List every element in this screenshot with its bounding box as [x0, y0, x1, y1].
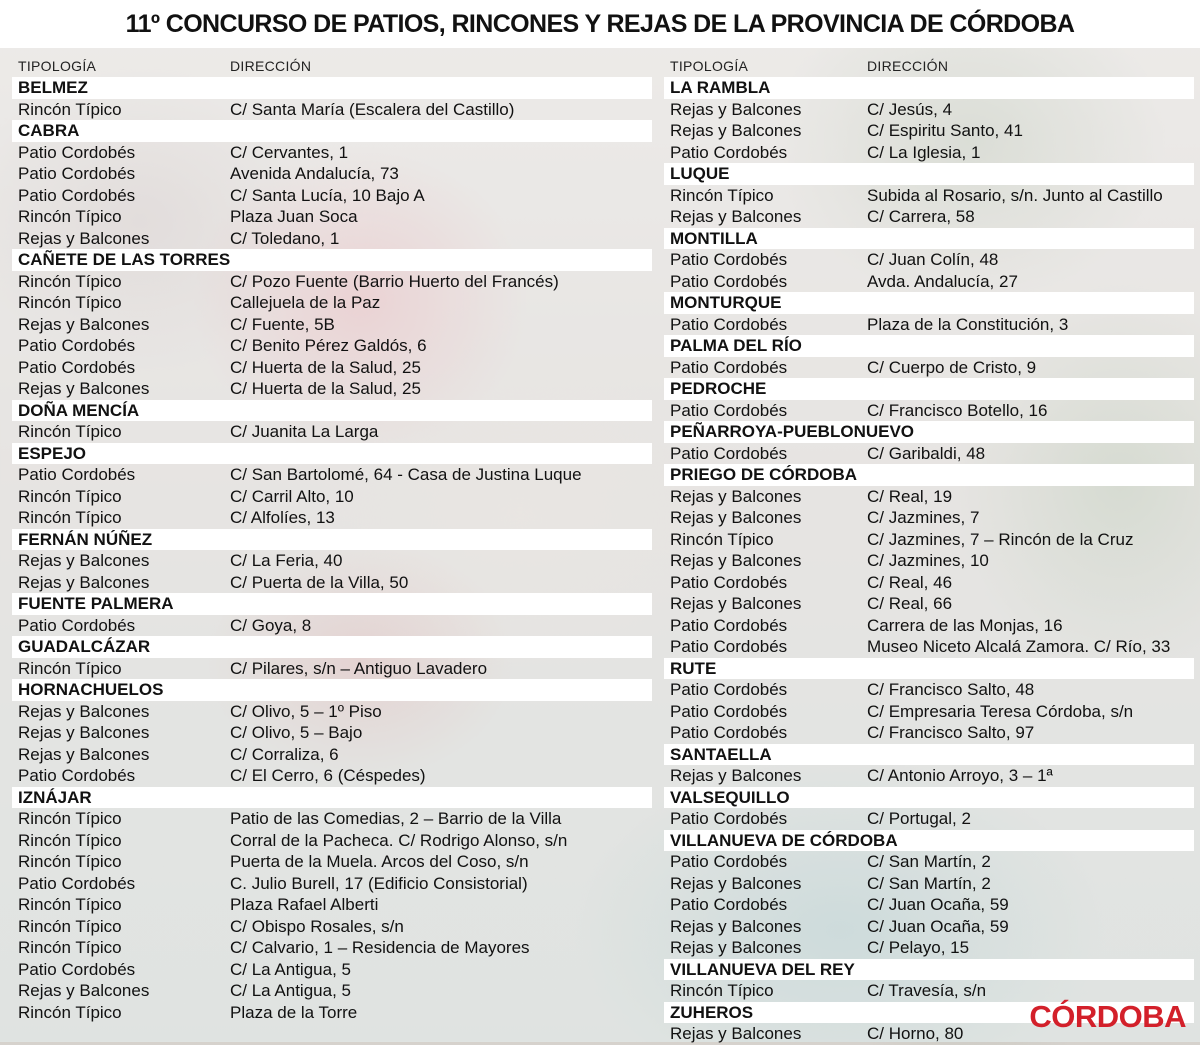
entry-type: Patio Cordobés — [670, 809, 788, 828]
list-item — [664, 249, 1194, 271]
entry-type: Patio Cordobés — [18, 465, 136, 484]
entry-type: Rincón Típico — [18, 830, 122, 850]
entry-type: Rincón Típico — [18, 99, 122, 119]
town-name: FUENTE PALMERA — [18, 594, 174, 613]
list-item — [664, 636, 1194, 658]
town-header — [12, 787, 652, 809]
entry-address: C/ Alfolíes, 13 — [230, 508, 335, 527]
list-item — [664, 314, 1194, 336]
entry-type: Rejas y Balcones — [670, 508, 802, 527]
list-item — [664, 185, 1194, 207]
list-item — [12, 507, 652, 529]
town-header — [664, 830, 1194, 852]
town-header — [12, 636, 652, 658]
town-header — [12, 120, 652, 142]
entry-address: C/ Espiritu Santo, 41 — [867, 121, 1023, 140]
entry-type: Rejas y Balcones — [670, 207, 802, 226]
entry-type: Patio Cordobés — [18, 766, 136, 785]
list-item — [12, 378, 652, 400]
entry-type: Patio Cordobés — [670, 142, 788, 162]
list-item — [664, 722, 1194, 744]
list-item — [12, 271, 652, 293]
list-item — [12, 873, 652, 895]
entry-type: Rejas y Balcones — [670, 594, 802, 613]
list-item — [664, 120, 1194, 142]
entry-address: Callejuela de la Paz — [230, 293, 381, 312]
entry-type: Rincón Típico — [18, 938, 122, 957]
entry-type: Rincón Típico — [18, 916, 122, 936]
town-header — [664, 787, 1194, 809]
entry-type: Rejas y Balcones — [18, 314, 150, 334]
list-item — [12, 937, 652, 959]
town-header — [12, 679, 652, 701]
list-item — [12, 292, 652, 314]
entry-address: C/ Francisco Salto, 97 — [867, 723, 1035, 742]
list-item — [12, 701, 652, 723]
list-item — [664, 765, 1194, 787]
list-item — [12, 658, 652, 680]
town-header — [12, 400, 652, 422]
entry-type: Patio Cordobés — [18, 357, 136, 377]
list-item — [664, 529, 1194, 551]
page-title: 11º CONCURSO DE PATIOS, RINCONES Y REJAS DE LA PROVINCIA DE CÓRDOBA — [125, 10, 1075, 38]
entry-address: Plaza de la Constitución, 3 — [867, 314, 1069, 334]
entry-address: C/ Cuerpo de Cristo, 9 — [867, 357, 1037, 377]
entry-type: Rincón Típico — [18, 1002, 122, 1022]
town-name: HORNACHUELOS — [18, 680, 164, 699]
entry-type: Rejas y Balcones — [670, 938, 802, 957]
entry-address: Subida al Rosario, s/n. Junto al Castillo — [867, 185, 1163, 205]
town-name: CABRA — [18, 121, 80, 140]
town-name: PRIEGO DE CÓRDOBA — [670, 465, 858, 484]
entry-address: C/ Jazmines, 7 — [867, 508, 980, 527]
entry-type: Patio Cordobés — [670, 723, 788, 742]
entry-address: Corral de la Pacheca. C/ Rodrigo Alonso, s/n — [230, 830, 568, 850]
town-name: LA RAMBLA — [670, 78, 771, 97]
entry-address: C/ Pelayo, 15 — [867, 938, 970, 957]
entry-address: C/ Santa María (Escalera del Castillo) — [230, 99, 515, 119]
entry-address: C/ Real, 46 — [867, 572, 953, 592]
entry-address: C/ Huerta de la Salud, 25 — [230, 357, 421, 377]
list-item — [12, 335, 652, 357]
list-item — [12, 851, 652, 873]
entry-address: C. Julio Burell, 17 (Edificio Consistorial) — [230, 873, 528, 893]
entry-type: Patio Cordobés — [670, 852, 788, 871]
list-item — [664, 572, 1194, 594]
entry-type: Patio Cordobés — [670, 357, 788, 377]
list-item — [12, 916, 652, 938]
header-tipologia: TIPOLOGÍA — [670, 58, 749, 74]
entry-type: Patio Cordobés — [18, 873, 136, 893]
entry-address: Patio de las Comedias, 2 – Barrio de la Villa — [230, 809, 562, 828]
entry-address: C/ Calvario, 1 – Residencia de Mayores — [230, 938, 530, 957]
town-name: RUTE — [670, 658, 717, 678]
entry-type: Rejas y Balcones — [670, 121, 802, 140]
town-header — [12, 529, 652, 551]
entry-type: Rincón Típico — [18, 486, 122, 506]
town-name: MONTURQUE — [670, 293, 782, 312]
list-item — [12, 572, 652, 594]
entry-address: C/ Jazmines, 10 — [867, 551, 989, 570]
town-header — [664, 335, 1194, 357]
entry-address: Puerta de la Muela. Arcos del Coso, s/n — [230, 852, 529, 871]
town-header — [664, 421, 1194, 443]
header-direccion: DIRECCIÓN — [230, 58, 312, 74]
entry-type: Patio Cordobés — [670, 701, 788, 721]
town-header — [12, 443, 652, 465]
entry-address: Plaza de la Torre — [230, 1002, 358, 1022]
list-item — [664, 486, 1194, 508]
entry-address: Museo Niceto Alcalá Zamora. C/ Río, 33 — [867, 637, 1171, 656]
entry-address: C/ Puerta de la Villa, 50 — [230, 572, 409, 592]
town-header — [12, 593, 652, 615]
list-item — [12, 99, 652, 121]
list-item — [664, 937, 1194, 959]
entry-address: C/ Benito Pérez Galdós, 6 — [230, 336, 427, 355]
entry-type: Rincón Típico — [18, 895, 122, 914]
list-item — [12, 744, 652, 766]
list-item — [664, 142, 1194, 164]
list-item — [12, 808, 652, 830]
town-name: IZNÁJAR — [18, 787, 92, 807]
entry-address: C/ Toledano, 1 — [230, 228, 340, 248]
list-item — [664, 99, 1194, 121]
entry-type: Rincón Típico — [18, 422, 122, 441]
list-item — [12, 421, 652, 443]
town-header — [664, 77, 1194, 99]
town-header — [664, 744, 1194, 766]
list-item — [664, 873, 1194, 895]
entry-address: C/ San Martín, 2 — [867, 873, 991, 893]
entry-type: Rejas y Balcones — [670, 486, 802, 506]
entry-type: Patio Cordobés — [670, 271, 788, 291]
entry-type: Rejas y Balcones — [18, 744, 150, 764]
list-item — [12, 980, 652, 1002]
town-name: PEÑARROYA-PUEBLONUEVO — [670, 422, 915, 441]
entry-type: Rejas y Balcones — [18, 701, 150, 721]
entry-address: C/ La Feria, 40 — [230, 551, 343, 570]
town-header — [12, 77, 652, 99]
entry-address: C/ Carrera, 58 — [867, 207, 975, 226]
list-item — [664, 851, 1194, 873]
entry-type: Patio Cordobés — [670, 572, 788, 592]
left-column — [12, 56, 652, 1023]
list-item — [12, 314, 652, 336]
entry-address: C/ Olivo, 5 – Bajo — [230, 723, 363, 742]
entry-type: Rincón Típico — [18, 852, 122, 871]
entry-address: C/ Pilares, s/n – Antiguo Lavadero — [230, 658, 488, 678]
list-item — [664, 615, 1194, 637]
entry-address: C/ Obispo Rosales, s/n — [230, 916, 404, 936]
entry-type: Rincón Típico — [18, 293, 122, 312]
list-item — [664, 808, 1194, 830]
list-item — [12, 206, 652, 228]
entry-address: C/ Carril Alto, 10 — [230, 486, 354, 506]
entry-type: Patio Cordobés — [670, 443, 788, 463]
right-column — [664, 56, 1194, 1045]
town-header — [664, 292, 1194, 314]
list-item — [12, 486, 652, 508]
town-name: VALSEQUILLO — [670, 787, 790, 807]
entry-type: Patio Cordobés — [670, 615, 788, 635]
list-item — [12, 142, 652, 164]
list-item — [664, 507, 1194, 529]
entry-type: Patio Cordobés — [670, 895, 788, 914]
town-header — [12, 249, 652, 271]
entry-address: Avenida Andalucía, 73 — [230, 164, 399, 183]
entry-address: Plaza Juan Soca — [230, 207, 358, 226]
entry-type: Rincón Típico — [670, 529, 774, 549]
entry-address: C/ Goya, 8 — [230, 615, 312, 635]
entry-type: Rincón Típico — [18, 271, 122, 291]
list-item — [12, 464, 652, 486]
list-item — [664, 894, 1194, 916]
entry-type: Patio Cordobés — [670, 314, 788, 334]
list-item — [12, 765, 652, 787]
town-name: FERNÁN NÚÑEZ — [18, 529, 153, 549]
entry-address: C/ Travesía, s/n — [867, 981, 987, 1000]
entry-type: Patio Cordobés — [18, 185, 136, 205]
town-header — [664, 658, 1194, 680]
entry-address: C/ Real, 66 — [867, 594, 953, 613]
entry-type: Rincón Típico — [670, 981, 774, 1000]
column-header — [12, 56, 652, 77]
town-header — [664, 959, 1194, 981]
entry-address: C/ Pozo Fuente (Barrio Huerto del Francés) — [230, 271, 559, 291]
entry-type: Patio Cordobés — [18, 164, 136, 183]
town-name: SANTAELLA — [670, 744, 772, 764]
town-name: MONTILLA — [670, 228, 758, 248]
entry-type: Patio Cordobés — [18, 959, 136, 979]
entry-address: C/ Fuente, 5B — [230, 314, 335, 334]
entry-address: C/ Juan Colín, 48 — [867, 250, 999, 269]
list-item — [12, 163, 652, 185]
list-item — [12, 1002, 652, 1024]
entry-address: Carrera de las Monjas, 16 — [867, 615, 1063, 635]
list-item — [664, 550, 1194, 572]
entry-address: C/ Santa Lucía, 10 Bajo A — [230, 185, 425, 205]
entry-type: Rejas y Balcones — [670, 99, 802, 119]
entry-type: Patio Cordobés — [670, 680, 788, 699]
entry-address: C/ Cervantes, 1 — [230, 142, 349, 162]
entry-address: Avda. Andalucía, 27 — [867, 271, 1018, 291]
town-header — [664, 163, 1194, 185]
entry-address: C/ Juan Ocaña, 59 — [867, 916, 1009, 936]
entry-address: C/ Portugal, 2 — [867, 809, 971, 828]
list-item — [12, 357, 652, 379]
list-item — [664, 593, 1194, 615]
list-item — [664, 357, 1194, 379]
entry-type: Rejas y Balcones — [670, 873, 802, 893]
list-item — [12, 185, 652, 207]
entry-address: C/ San Bartolomé, 64 - Casa de Justina Luque — [230, 465, 582, 484]
entry-type: Rejas y Balcones — [670, 916, 802, 936]
entry-address: C/ Antonio Arroyo, 3 – 1ª — [867, 766, 1053, 785]
entry-address: C/ Empresaria Teresa Córdoba, s/n — [867, 701, 1134, 721]
entry-address: C/ Francisco Botello, 16 — [867, 400, 1048, 420]
entry-address: C/ El Cerro, 6 (Céspedes) — [230, 766, 426, 785]
town-name: PALMA DEL RÍO — [670, 336, 802, 355]
town-name: ESPEJO — [18, 443, 87, 463]
list-item — [664, 206, 1194, 228]
town-name: PEDROCHE — [670, 379, 767, 398]
town-name: LUQUE — [670, 164, 730, 183]
entry-type: Rincón Típico — [18, 809, 122, 828]
entry-address: C/ Garibaldi, 48 — [867, 443, 986, 463]
entry-address: C/ Jesús, 4 — [867, 99, 953, 119]
town-name: DOÑA MENCÍA — [18, 400, 140, 420]
entry-address: C/ Real, 19 — [867, 486, 953, 506]
town-header — [664, 464, 1194, 486]
town-header — [664, 378, 1194, 400]
entry-address: C/ La Antigua, 5 — [230, 981, 351, 1000]
header-direccion: DIRECCIÓN — [867, 58, 949, 74]
header-tipologia: TIPOLOGÍA — [18, 58, 97, 74]
entry-address: C/ Jazmines, 7 – Rincón de la Cruz — [867, 529, 1134, 549]
column-header — [664, 56, 1194, 77]
entry-type: Rejas y Balcones — [670, 766, 802, 785]
town-name: CAÑETE DE LAS TORRES — [18, 250, 231, 269]
entry-type: Patio Cordobés — [670, 637, 788, 656]
list-item — [12, 959, 652, 981]
town-name: VILLANUEVA DEL REY — [670, 959, 855, 979]
entry-address: C/ Juan Ocaña, 59 — [867, 895, 1009, 914]
entry-address: C/ La Antigua, 5 — [230, 959, 351, 979]
list-item — [12, 228, 652, 250]
entry-type: Rejas y Balcones — [18, 551, 150, 570]
entry-address: C/ Francisco Salto, 48 — [867, 680, 1035, 699]
entry-address: Plaza Rafael Alberti — [230, 895, 379, 914]
title-bar — [0, 0, 1200, 48]
list-item — [664, 271, 1194, 293]
list-item — [12, 722, 652, 744]
town-name: BELMEZ — [18, 78, 88, 97]
entry-address: C/ Huerta de la Salud, 25 — [230, 379, 421, 398]
town-name: GUADALCÁZAR — [18, 637, 151, 656]
entry-type: Rejas y Balcones — [18, 981, 150, 1000]
entry-type: Rincón Típico — [670, 185, 774, 205]
entry-type: Rejas y Balcones — [18, 723, 150, 742]
list-item — [664, 443, 1194, 465]
list-item — [12, 894, 652, 916]
list-item — [12, 830, 652, 852]
entry-type: Rincón Típico — [18, 508, 122, 527]
list-item — [664, 679, 1194, 701]
entry-type: Rejas y Balcones — [18, 572, 150, 592]
entry-type: Patio Cordobés — [670, 250, 788, 269]
town-name: VILLANUEVA DE CÓRDOBA — [670, 830, 898, 850]
brand-logo: CÓRDOBA — [1029, 999, 1186, 1034]
entry-type: Rejas y Balcones — [670, 551, 802, 570]
entry-address: C/ Juanita La Larga — [230, 422, 379, 441]
entry-type: Rejas y Balcones — [18, 228, 150, 248]
entry-address: C/ La Iglesia, 1 — [867, 142, 981, 162]
entry-type: Patio Cordobés — [18, 615, 136, 635]
entry-type: Patio Cordobés — [18, 336, 136, 355]
entry-address: C/ Olivo, 5 – 1º Piso — [230, 701, 382, 721]
list-item — [664, 916, 1194, 938]
entry-address: C/ Horno, 80 — [867, 1024, 964, 1043]
list-item — [12, 550, 652, 572]
entry-type: Patio Cordobés — [18, 142, 136, 162]
list-item — [12, 615, 652, 637]
town-header — [664, 228, 1194, 250]
entry-type: Rejas y Balcones — [18, 379, 150, 398]
list-item — [664, 701, 1194, 723]
entry-address: C/ San Martín, 2 — [867, 852, 991, 871]
entry-type: Patio Cordobés — [670, 400, 788, 420]
entry-type: Rincón Típico — [18, 658, 122, 678]
entry-type: Rejas y Balcones — [670, 1024, 802, 1043]
entry-address: C/ Corraliza, 6 — [230, 744, 339, 764]
town-name: ZUHEROS — [670, 1002, 754, 1022]
entry-type: Rincón Típico — [18, 207, 122, 226]
list-item — [664, 400, 1194, 422]
